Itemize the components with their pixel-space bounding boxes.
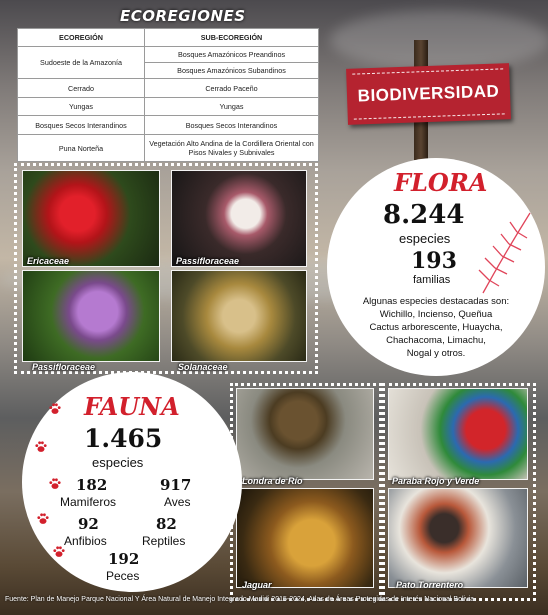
flora-panel <box>327 158 545 376</box>
photo-caption: Ericaceae <box>27 256 70 266</box>
sub-eco-cell: Bosques Amazónicos Subandinos <box>145 63 319 79</box>
photo-caption: Jaguar <box>242 580 272 590</box>
ericaceae-photo <box>22 170 160 267</box>
sign-label: BIODIVERSIDAD <box>357 81 500 106</box>
solanaceae-photo <box>171 270 307 362</box>
source-footer: Fuente: Plan de Manejo Parque Nacional Y Área Natural de Manejo Integrado Madidi 2015-2024, Atlas de Áreas Protegidas de Interés Nacional Bolivia <box>5 596 475 603</box>
passifloraceae-photo-2 <box>22 270 160 362</box>
flora-species-count: 8.244 <box>383 200 465 230</box>
photo-caption: Passifloraceae <box>32 362 96 372</box>
flora-title: FLORA <box>394 168 488 197</box>
cloud <box>330 10 548 70</box>
flora-species-label: especies <box>399 231 451 246</box>
mammals-label: Mamiferos <box>60 495 117 509</box>
fern-icon <box>475 208 535 298</box>
highlights-intro: Algunas especies destacadas son: <box>362 296 510 307</box>
sub-eco-cell: Bosques Secos Interandinos <box>145 116 319 135</box>
birds-count: 917 <box>160 476 192 494</box>
reptiles-label: Reptiles <box>142 534 186 548</box>
sub-eco-cell: Cerrado Paceño <box>145 79 319 98</box>
birds-label: Aves <box>164 495 191 509</box>
paw-icon <box>48 477 62 491</box>
eco-cell: Sudoeste de la Amazonía <box>18 47 145 79</box>
photo-caption: Solanaceae <box>178 362 228 372</box>
amphibians-label: Anfibios <box>64 534 107 548</box>
paw-icon <box>36 512 50 526</box>
table-row <box>18 135 319 162</box>
highlight-line: Nogal y otros. <box>406 348 466 359</box>
jaguar-photo <box>236 488 374 588</box>
otter-photo <box>236 388 374 480</box>
fauna-species-label: especies <box>92 455 144 470</box>
sub-eco-cell: Bosques Amazónicos Preandinos <box>145 47 319 63</box>
paw-icon <box>52 545 66 559</box>
eco-cell: Yungas <box>18 98 145 116</box>
eco-cell: Cerrado <box>18 79 145 98</box>
amphibians-count: 92 <box>78 515 99 533</box>
photo-caption: Passifloraceae <box>176 256 240 266</box>
table-row <box>18 98 319 116</box>
mammals-count: 182 <box>76 476 108 494</box>
eco-cell: Puna Norteña <box>18 135 145 162</box>
photo-caption: Pato Torrentero <box>396 580 464 590</box>
column-header: SUB-ECOREGIÓN <box>145 29 319 47</box>
fish-count: 192 <box>108 550 140 568</box>
highlight-line: Chachacoma, Limachu, <box>386 335 486 346</box>
table-row <box>18 116 319 135</box>
passifloraceae-photo-1 <box>171 170 307 267</box>
fauna-panel <box>22 372 242 592</box>
paw-icon <box>48 402 62 416</box>
fauna-title: FAUNA <box>84 392 180 421</box>
flora-highlights <box>327 295 545 360</box>
reptiles-count: 82 <box>156 515 177 533</box>
paw-icon <box>34 440 48 454</box>
sub-eco-cell: Vegetación Alto Andina de la Cordillera Oriental con Pisos Nivales y Subnivales <box>145 135 319 162</box>
eco-cell: Bosques Secos Interandinos <box>18 116 145 135</box>
photo-caption: Londra de Río <box>242 476 303 486</box>
ecoregions-table <box>17 28 319 162</box>
highlight-line: Cactus arborescente, Huaycha, <box>369 322 503 333</box>
table-row <box>18 47 319 63</box>
ecoregions-title: ECOREGIONES <box>120 7 246 25</box>
flora-family-label: familias <box>413 274 451 286</box>
column-header: ECOREGIÓN <box>18 29 145 47</box>
fish-label: Peces <box>106 569 140 583</box>
flora-family-count: 193 <box>411 248 457 274</box>
sub-eco-cell: Yungas <box>145 98 319 116</box>
photo-caption: Paraba Rojo y Verde <box>392 476 480 486</box>
biodiversity-sign <box>346 63 511 125</box>
table-row <box>18 79 319 98</box>
torrent-duck-photo <box>388 488 528 588</box>
table-header-row <box>18 29 319 47</box>
highlight-line: Wichillo, Incienso, Queñua <box>379 309 493 320</box>
fauna-species-count: 1.465 <box>84 424 163 453</box>
macaw-photo <box>388 388 528 480</box>
